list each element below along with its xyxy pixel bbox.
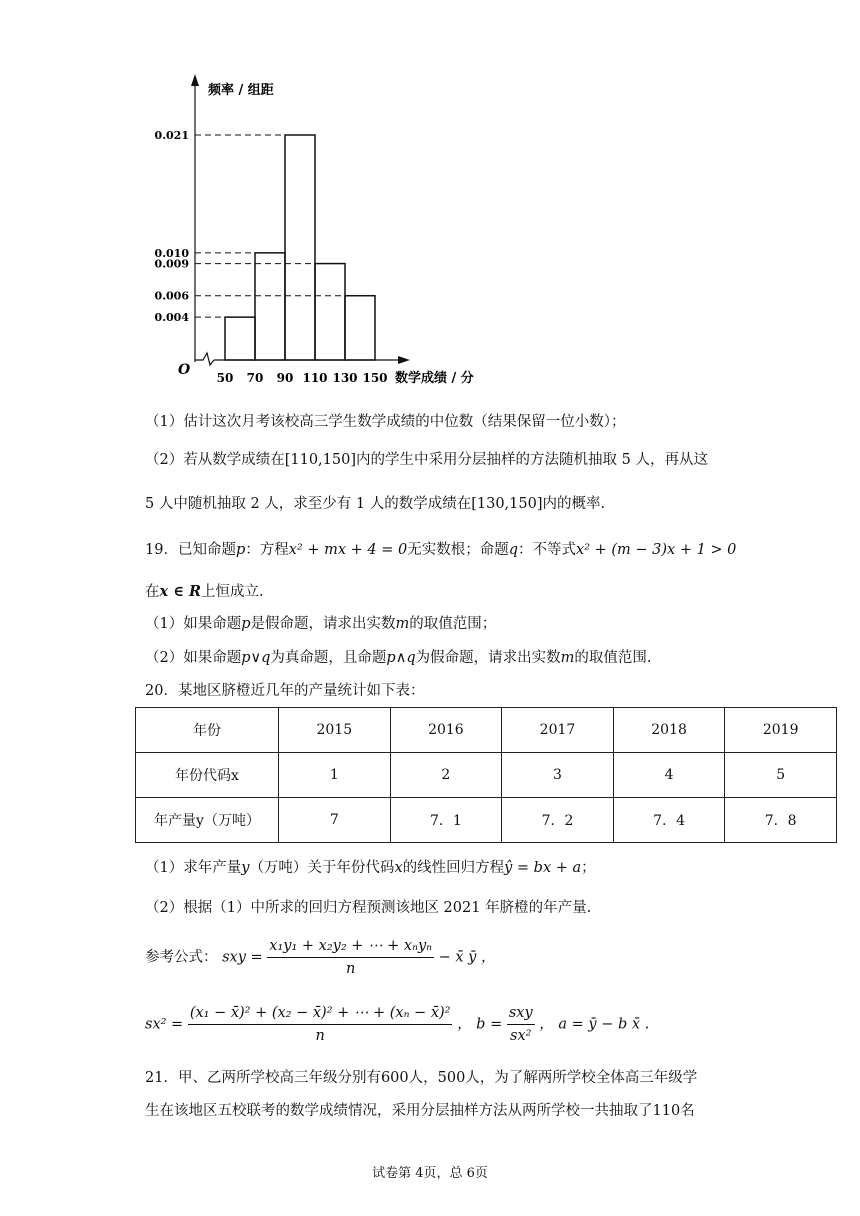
q19-intro: 19．已知命题p：方程x² + mx + 4 = 0无实数根；命题q：不等式x² + (m − 3)x + 1 > 0 bbox=[145, 542, 737, 558]
q19-line2: 在x ∈ R上恒成立. bbox=[145, 583, 264, 600]
histogram-bar bbox=[315, 264, 345, 360]
q20-intro: 20．某地区脐橙近几年的产量统计如下表： bbox=[145, 683, 425, 699]
q21-line1: 21．甲、乙两所学校高三年级分别有600人，500人，为了解两所学校全体高三年级学 bbox=[145, 1070, 698, 1086]
x-tick-label: 90 bbox=[276, 371, 294, 385]
year-cell: 2019 bbox=[725, 708, 837, 753]
row-label-year: 年份 bbox=[136, 708, 279, 753]
y-tick-label: 0.004 bbox=[154, 311, 189, 325]
q19-part1: （1）如果命题p是假命题，请求出实数m的取值范围； bbox=[145, 616, 497, 632]
y-axis-label: 频率 / 组距 bbox=[208, 83, 274, 98]
frequency-histogram bbox=[150, 70, 480, 390]
q18-part2-line1: （2）若从数学成绩在[110,150]内的学生中采用分层抽样的方法随机抽取 5 人，再从这 bbox=[145, 452, 708, 468]
code-cell: 3 bbox=[502, 753, 614, 798]
table-row bbox=[136, 708, 837, 753]
axis-break bbox=[195, 353, 214, 365]
year-cell: 2016 bbox=[390, 708, 502, 753]
q18-part2-line2: 5 人中随机抽取 2 人，求至少有 1 人的数学成绩在[130,150]内的概率. bbox=[145, 496, 606, 512]
year-cell: 2017 bbox=[502, 708, 614, 753]
output-cell: 7．2 bbox=[502, 798, 614, 843]
y-tick-label: 0.010 bbox=[154, 246, 189, 260]
year-cell: 2015 bbox=[279, 708, 391, 753]
page-footer: 试卷第 4页，总 6页 bbox=[372, 1166, 488, 1181]
histogram-bar bbox=[255, 253, 285, 360]
histogram-bar bbox=[345, 296, 375, 360]
x-tick-label: 70 bbox=[246, 371, 264, 385]
y-tick-label: 0.021 bbox=[154, 129, 189, 142]
q21-line2: 生在该地区五校联考的数学成绩情况，采用分层抽样方法从两所学校一共抽取了110名 bbox=[145, 1103, 695, 1119]
production-table bbox=[135, 707, 837, 843]
x-axis-label: 数学成绩 / 分 bbox=[395, 371, 474, 386]
code-cell: 5 bbox=[725, 753, 837, 798]
output-cell: 7．1 bbox=[390, 798, 502, 843]
output-cell: 7．4 bbox=[613, 798, 725, 843]
code-cell: 4 bbox=[613, 753, 725, 798]
formula-sx2: sx² = $\frac{\text{(x₁ − x̄)² + (x₂ − x̄)² + ⋯ + (xₙ − x̄)²}}{n}$ ， b = $\frac{\text{sxy}}{\text{sx²}}$ ， a = ȳ − b x̄ . bbox=[145, 1002, 649, 1047]
y-tick-label: 0.006 bbox=[154, 289, 189, 303]
x-tick-label: 50 bbox=[216, 371, 234, 385]
y-axis-arrow bbox=[191, 74, 199, 86]
x-tick-label: 110 bbox=[302, 371, 328, 385]
histogram-bar bbox=[225, 317, 255, 360]
q18-part1: （1）估计这次月考该校高三学生数学成绩的中位数（结果保留一位小数）； bbox=[145, 414, 626, 430]
histogram-bar bbox=[285, 135, 315, 360]
table-row bbox=[136, 798, 837, 843]
x-axis-arrow bbox=[398, 356, 410, 364]
q19-part2: （2）如果命题p∨q为真命题，且命题p∧q为假命题，请求出实数m的取值范围. bbox=[145, 650, 652, 666]
code-cell: 2 bbox=[390, 753, 502, 798]
x-tick-label: 130 bbox=[332, 371, 358, 385]
row-label-output: 年产量y（万吨） bbox=[136, 798, 279, 843]
year-cell: 2018 bbox=[613, 708, 725, 753]
table-row bbox=[136, 753, 837, 798]
q20-part2: （2）根据（1）中所求的回归方程预测该地区 2021 年脐橙的年产量. bbox=[145, 900, 592, 916]
origin-label: O bbox=[178, 362, 191, 378]
output-cell: 7 bbox=[279, 798, 391, 843]
q20-part1: （1）求年产量y（万吨）关于年份代码x的线性回归方程ŷ = bx + a； bbox=[145, 860, 596, 876]
output-cell: 7．8 bbox=[725, 798, 837, 843]
row-label-code: 年份代码x bbox=[136, 753, 279, 798]
formula-sxy: 参考公式： sxy = $\frac{\text{x₁y₁ + x₂y₂ + ⋯ + xₙyₙ}}{n}$ − x̄ ȳ ， bbox=[145, 935, 495, 980]
y-tick-label: 0.009 bbox=[154, 257, 189, 271]
x-tick-label: 150 bbox=[362, 371, 388, 385]
code-cell: 1 bbox=[279, 753, 391, 798]
